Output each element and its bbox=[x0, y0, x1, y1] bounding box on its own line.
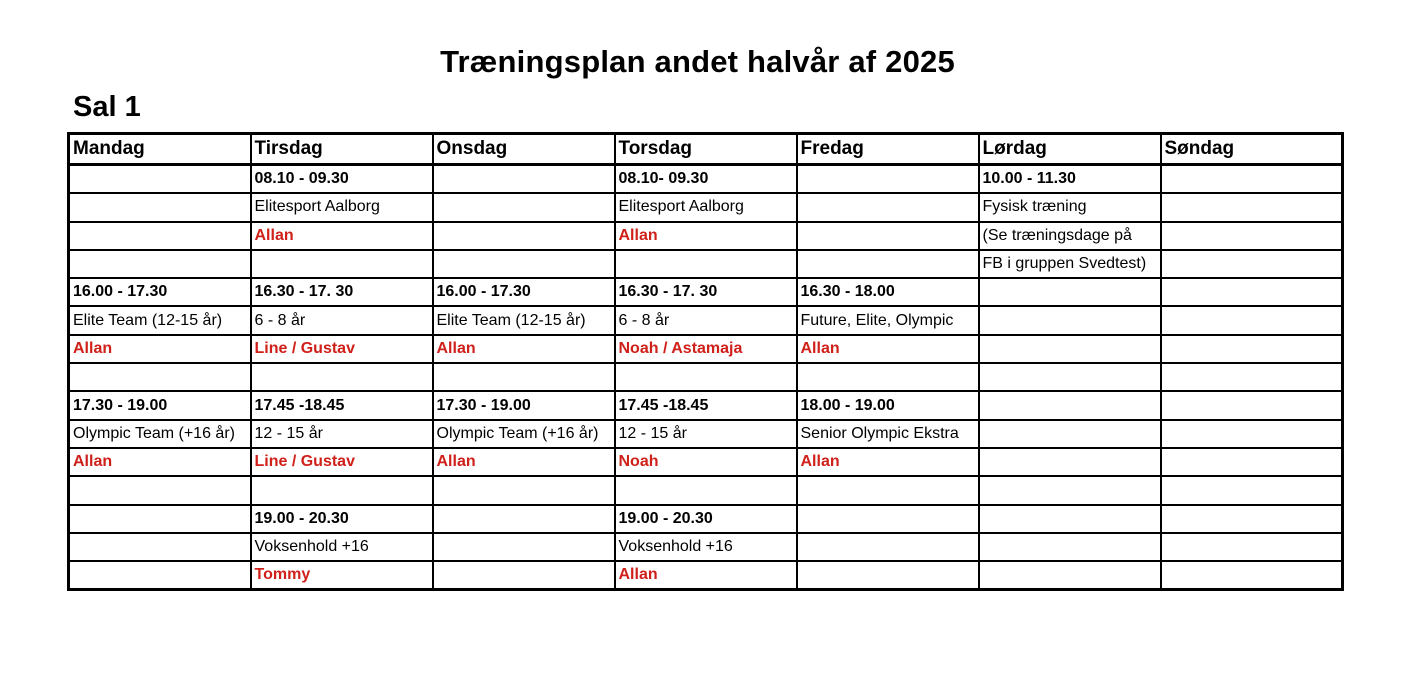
time-cell: 17.45 -18.45 bbox=[615, 391, 797, 419]
activity-cell bbox=[251, 476, 433, 504]
activity-cell: 12 - 15 år bbox=[615, 420, 797, 448]
schedule-row bbox=[69, 476, 1343, 504]
coach-cell: Allan bbox=[615, 561, 797, 590]
schedule-row bbox=[69, 250, 1343, 278]
coach-cell bbox=[1161, 222, 1343, 250]
time-cell: 19.00 - 20.30 bbox=[251, 505, 433, 533]
coach-cell bbox=[69, 561, 251, 590]
schedule-row bbox=[69, 420, 1343, 448]
header-row bbox=[69, 134, 1343, 165]
activity-cell: Voksenhold +16 bbox=[251, 533, 433, 561]
time-cell: 16.30 - 17. 30 bbox=[615, 278, 797, 306]
schedule-row bbox=[69, 391, 1343, 419]
activity-cell bbox=[69, 363, 251, 391]
coach-cell bbox=[797, 561, 979, 590]
activity-cell bbox=[433, 363, 615, 391]
time-cell bbox=[797, 505, 979, 533]
activity-cell bbox=[797, 193, 979, 221]
activity-cell bbox=[1161, 420, 1343, 448]
hall-subtitle: Sal 1 bbox=[73, 91, 141, 123]
schedule-row bbox=[69, 306, 1343, 334]
coach-cell bbox=[979, 448, 1161, 476]
day-header: Lørdag bbox=[979, 134, 1161, 165]
activity-cell bbox=[433, 193, 615, 221]
time-cell: 19.00 - 20.30 bbox=[615, 505, 797, 533]
time-cell bbox=[1161, 278, 1343, 306]
coach-cell: Allan bbox=[433, 335, 615, 363]
activity-cell bbox=[797, 476, 979, 504]
activity-cell: 6 - 8 år bbox=[251, 306, 433, 334]
time-cell bbox=[1161, 165, 1343, 194]
activity-cell bbox=[615, 476, 797, 504]
coach-cell: Line / Gustav bbox=[251, 448, 433, 476]
activity-cell bbox=[979, 476, 1161, 504]
activity-cell bbox=[797, 250, 979, 278]
coach-cell: Line / Gustav bbox=[251, 335, 433, 363]
time-cell bbox=[69, 165, 251, 194]
coach-cell: Allan bbox=[69, 335, 251, 363]
time-cell bbox=[433, 165, 615, 194]
coach-cell: Allan bbox=[797, 448, 979, 476]
schedule-row bbox=[69, 165, 1343, 194]
activity-cell bbox=[1161, 533, 1343, 561]
activity-cell bbox=[1161, 306, 1343, 334]
activity-cell: Fysisk træning bbox=[979, 193, 1161, 221]
time-cell bbox=[979, 278, 1161, 306]
day-header: Søndag bbox=[1161, 134, 1343, 165]
activity-cell: 12 - 15 år bbox=[251, 420, 433, 448]
coach-cell bbox=[433, 222, 615, 250]
activity-cell: Elitesport Aalborg bbox=[615, 193, 797, 221]
activity-cell bbox=[797, 533, 979, 561]
activity-cell: Senior Olympic Ekstra bbox=[797, 420, 979, 448]
activity-cell: Future, Elite, Olympic bbox=[797, 306, 979, 334]
activity-cell: Elitesport Aalborg bbox=[251, 193, 433, 221]
activity-cell bbox=[69, 250, 251, 278]
coach-cell: Tommy bbox=[251, 561, 433, 590]
coach-cell bbox=[979, 335, 1161, 363]
schedule-body bbox=[69, 165, 1343, 590]
coach-cell bbox=[1161, 561, 1343, 590]
coach-cell bbox=[1161, 448, 1343, 476]
activity-cell bbox=[979, 306, 1161, 334]
activity-cell bbox=[433, 533, 615, 561]
time-cell: 17.30 - 19.00 bbox=[433, 391, 615, 419]
coach-cell: Allan bbox=[797, 335, 979, 363]
coach-cell bbox=[433, 561, 615, 590]
coach-cell: Allan bbox=[433, 448, 615, 476]
time-cell bbox=[979, 505, 1161, 533]
time-cell: 08.10- 09.30 bbox=[615, 165, 797, 194]
activity-cell bbox=[251, 250, 433, 278]
schedule-row bbox=[69, 561, 1343, 590]
schedule-row bbox=[69, 505, 1343, 533]
day-header: Torsdag bbox=[615, 134, 797, 165]
activity-cell bbox=[69, 476, 251, 504]
activity-cell bbox=[979, 533, 1161, 561]
schedule-row bbox=[69, 363, 1343, 391]
day-header: Tirsdag bbox=[251, 134, 433, 165]
coach-cell: Allan bbox=[251, 222, 433, 250]
activity-cell bbox=[979, 420, 1161, 448]
schedule-table bbox=[67, 132, 1344, 591]
day-header: Mandag bbox=[69, 134, 251, 165]
day-header: Fredag bbox=[797, 134, 979, 165]
time-cell: 10.00 - 11.30 bbox=[979, 165, 1161, 194]
schedule-row bbox=[69, 278, 1343, 306]
activity-cell bbox=[1161, 363, 1343, 391]
activity-cell bbox=[979, 363, 1161, 391]
coach-cell: Allan bbox=[615, 222, 797, 250]
time-cell: 16.00 - 17.30 bbox=[69, 278, 251, 306]
activity-cell bbox=[69, 193, 251, 221]
activity-cell: 6 - 8 år bbox=[615, 306, 797, 334]
coach-cell bbox=[69, 222, 251, 250]
time-cell: 16.30 - 18.00 bbox=[797, 278, 979, 306]
schedule-row bbox=[69, 222, 1343, 250]
time-cell: 16.00 - 17.30 bbox=[433, 278, 615, 306]
schedule-row bbox=[69, 448, 1343, 476]
coach-cell bbox=[979, 561, 1161, 590]
time-cell bbox=[433, 505, 615, 533]
schedule-row bbox=[69, 533, 1343, 561]
coach-cell: Noah / Astamaja bbox=[615, 335, 797, 363]
time-cell: 16.30 - 17. 30 bbox=[251, 278, 433, 306]
time-cell: 17.45 -18.45 bbox=[251, 391, 433, 419]
coach-cell: Noah bbox=[615, 448, 797, 476]
activity-cell: Elite Team (12-15 år) bbox=[433, 306, 615, 334]
time-cell: 08.10 - 09.30 bbox=[251, 165, 433, 194]
activity-cell: (Se træningsdage på bbox=[979, 222, 1161, 250]
time-cell bbox=[1161, 391, 1343, 419]
activity-cell bbox=[1161, 476, 1343, 504]
activity-cell bbox=[433, 476, 615, 504]
time-cell bbox=[979, 391, 1161, 419]
activity-cell: Elite Team (12-15 år) bbox=[69, 306, 251, 334]
time-cell bbox=[69, 505, 251, 533]
schedule-row bbox=[69, 335, 1343, 363]
time-cell: 18.00 - 19.00 bbox=[797, 391, 979, 419]
activity-cell bbox=[797, 363, 979, 391]
activity-cell: Olympic Team (+16 år) bbox=[69, 420, 251, 448]
activity-cell: Olympic Team (+16 år) bbox=[433, 420, 615, 448]
time-cell bbox=[797, 165, 979, 194]
activity-cell bbox=[1161, 250, 1343, 278]
time-cell bbox=[1161, 505, 1343, 533]
coach-cell bbox=[1161, 335, 1343, 363]
activity-cell bbox=[69, 533, 251, 561]
activity-cell bbox=[433, 250, 615, 278]
activity-cell bbox=[1161, 193, 1343, 221]
time-cell: 17.30 - 19.00 bbox=[69, 391, 251, 419]
activity-cell bbox=[251, 363, 433, 391]
activity-cell bbox=[615, 250, 797, 278]
day-header: Onsdag bbox=[433, 134, 615, 165]
schedule-row bbox=[69, 193, 1343, 221]
activity-cell: FB i gruppen Svedtest) bbox=[979, 250, 1161, 278]
activity-cell: Voksenhold +16 bbox=[615, 533, 797, 561]
coach-cell: Allan bbox=[69, 448, 251, 476]
page-title: Træningsplan andet halvår af 2025 bbox=[440, 44, 955, 79]
activity-cell bbox=[615, 363, 797, 391]
coach-cell bbox=[797, 222, 979, 250]
